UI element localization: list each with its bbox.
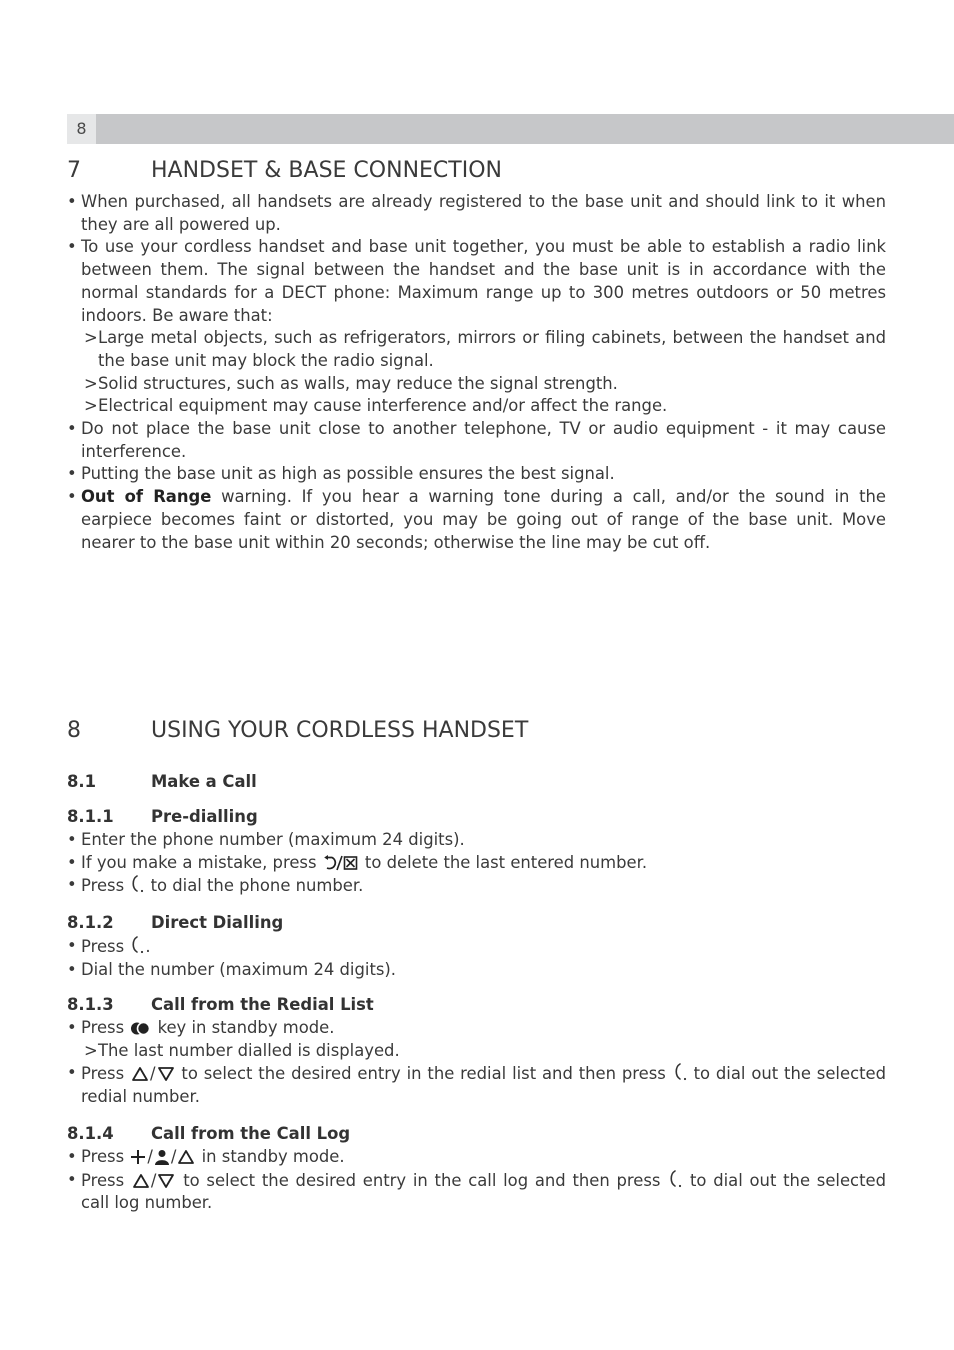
- bullet-text: Press: [81, 1064, 131, 1084]
- section-7-body: [67, 191, 886, 554]
- bullet-item: • Press / / in standby mode.: [67, 1146, 886, 1169]
- talk-key-icon: [668, 1169, 682, 1189]
- bullet-item: • Do not place the base unit close to another telephone, TV or audio equipment - it may cause interference.: [67, 418, 886, 463]
- sub-item: > Large metal objects, such as refrigerators, mirrors or filing cabinets, between the handset and the base unit may block the radio signal.: [67, 327, 886, 372]
- section-title: HANDSET & BASE CONNECTION: [151, 158, 502, 183]
- bullet-item: • To use your cordless handset and base unit together, you must be able to establish a radio link between them. The signal between the handset and the base unit is in accordance with the normal standards for a DECT phone: Maximum range up to 300 metres outdoors or 50 metres indoors. Be aware that:: [67, 236, 886, 327]
- subsection-number: 8.1.3: [67, 995, 114, 1014]
- sub-item: > Electrical equipment may cause interference and/or affect the range.: [67, 395, 886, 418]
- subsection-number: 8.1.1: [67, 807, 114, 826]
- bullet-item: • Press / to select the desired entry in the redial list and then press to dial out the selected redial number.: [67, 1062, 886, 1108]
- bullet-text: in standby mode.: [196, 1147, 345, 1166]
- up-arrow-icon: [132, 1173, 150, 1189]
- subsection-8-1-1-heading: [67, 806, 258, 828]
- bullet-text: Press: [81, 937, 130, 956]
- section-number: 7: [67, 158, 81, 183]
- section-number: 8: [67, 718, 81, 743]
- bullet-text: to delete the last entered number.: [359, 852, 648, 872]
- bullet-item: • Enter the phone number (maximum 24 digits).: [67, 829, 886, 852]
- bullet-item: [67, 852, 886, 875]
- bullet-text: to dial out the selected redial number.: [81, 1064, 886, 1107]
- subsection-title: Call from the Redial List: [151, 995, 374, 1014]
- bullet-item: • Putting the base unit as high as possible ensures the best signal.: [67, 463, 886, 486]
- talk-key-icon: [130, 874, 144, 894]
- bullet-item: [67, 874, 886, 898]
- subsection-title: Call from the Call Log: [151, 1124, 351, 1143]
- bullet-text: Press: [81, 1147, 130, 1166]
- bullet-text: to dial out the selected call log number.: [81, 1170, 886, 1213]
- talk-key-icon: [130, 935, 144, 955]
- page-header-bar: [67, 114, 954, 144]
- page-number: 8: [67, 114, 96, 144]
- down-arrow-icon: [157, 1066, 175, 1082]
- bullet-item: • When purchased, all handsets are already registered to the base unit and should link to it when they are all powered up.: [67, 191, 886, 236]
- bullet-text: to select the desired entry in the call log and then press: [176, 1170, 668, 1190]
- subsection-8-1-4-heading: [67, 1123, 350, 1145]
- subsection-8-1-heading: [67, 771, 257, 793]
- bullet-item: • Press / to select the desired entry in the call log and then press to dial out the selected call log number.: [67, 1169, 886, 1215]
- call-log-section: [67, 1146, 886, 1215]
- bullet-text: .: [145, 937, 151, 956]
- section-title: USING YOUR CORDLESS HANDSET: [151, 718, 529, 743]
- subsection-8-1-2-heading: [67, 912, 283, 934]
- direct-dialling-list: [67, 935, 886, 981]
- bullet-text: If you make a mistake, press: [81, 852, 322, 872]
- bullet-text: to dial the phone number.: [145, 876, 364, 896]
- contacts-icon: [154, 1149, 170, 1165]
- bullet-text: Press: [81, 1170, 131, 1190]
- bullet-text: Press: [81, 1018, 130, 1037]
- down-arrow-icon: [157, 1173, 175, 1189]
- out-of-range-label: Out of Range: [81, 487, 212, 507]
- redial-key-icon: [130, 1021, 151, 1036]
- section-7-heading: [67, 158, 502, 184]
- subsection-8-1-3-heading: [67, 994, 374, 1016]
- subsection-number: 8.1.4: [67, 1124, 114, 1143]
- subsection-title: Make a Call: [151, 772, 257, 791]
- sub-item: > Solid structures, such as walls, may reduce the signal strength.: [67, 373, 886, 396]
- back-delete-key-icon: [323, 855, 359, 871]
- subsection-number: 8.1.2: [67, 913, 114, 932]
- subsection-title: Direct Dialling: [151, 913, 284, 932]
- up-arrow-icon: [177, 1149, 195, 1165]
- bullet-text: key in standby mode.: [152, 1018, 335, 1037]
- bullet-item: • Dial the number (maximum 24 digits).: [67, 959, 886, 982]
- bullet-item-out-of-range: [67, 486, 886, 554]
- bullet-text: Press: [81, 876, 130, 896]
- subsection-title: Pre-dialling: [151, 807, 258, 826]
- bullet-text: warning. If you hear a warning tone during a call, and/or the sound in the earpiece becomes faint or distorted, you may be going out of range of the base unit. Move nearer to the base unit within 20 seconds; otherwise the line may be cut off.: [81, 487, 886, 552]
- pre-dialling-list: [67, 829, 886, 898]
- up-arrow-icon: [131, 1066, 149, 1082]
- bullet-item: [67, 1017, 886, 1040]
- bullet-item: [67, 935, 886, 959]
- talk-key-icon: [673, 1062, 687, 1082]
- subsection-number: 8.1: [67, 772, 97, 791]
- redial-list-section: [67, 1017, 886, 1109]
- bullet-text: to select the desired entry in the redial list and then press: [175, 1064, 672, 1084]
- section-8-heading: [67, 718, 528, 744]
- sub-item: > The last number dialled is displayed.: [67, 1040, 886, 1063]
- plus-key-icon: [130, 1149, 146, 1165]
